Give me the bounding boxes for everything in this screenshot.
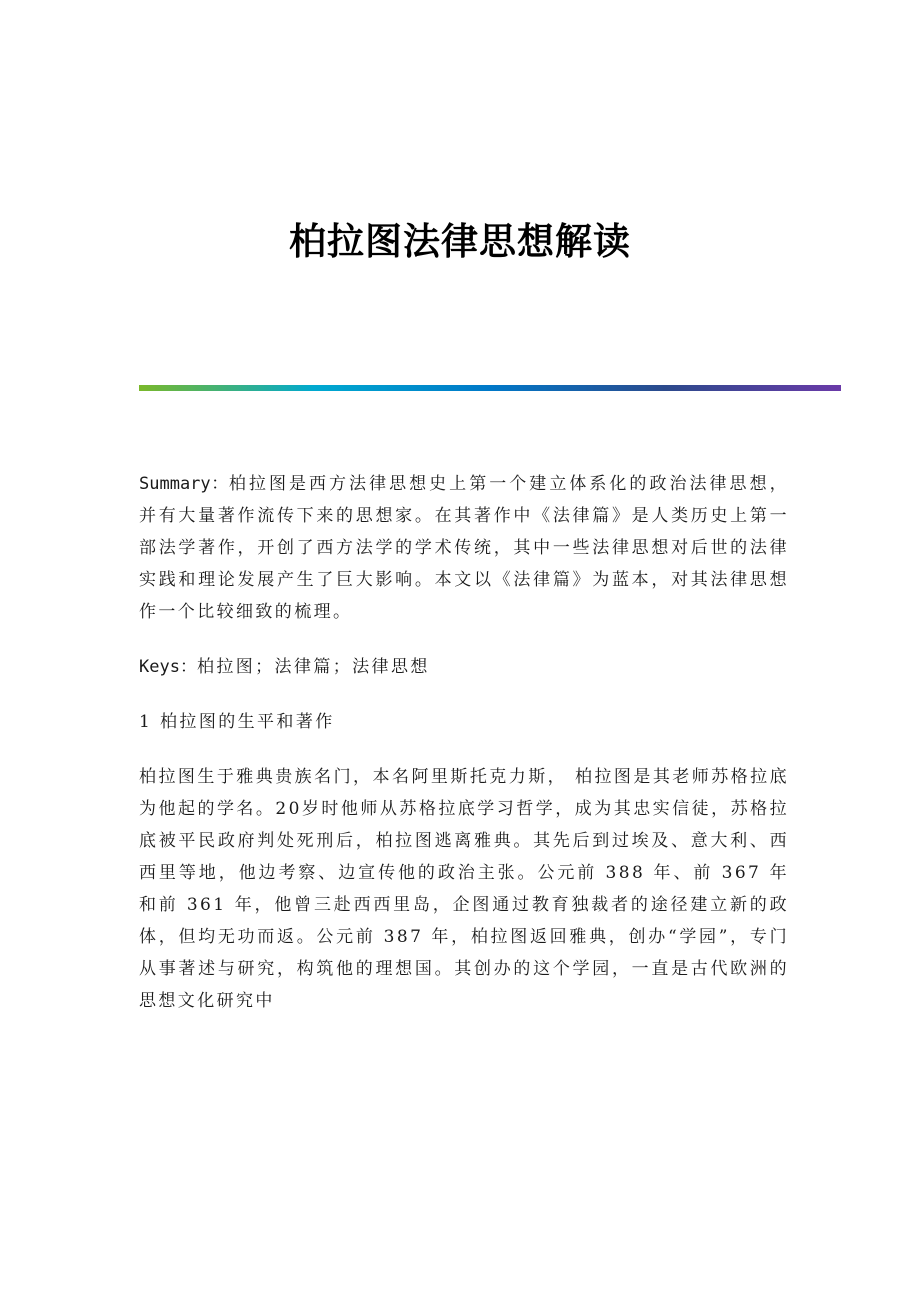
summary-paragraph	[139, 468, 789, 628]
document-body	[139, 468, 789, 1040]
document-title: 柏拉图法律思想解读	[289, 220, 631, 263]
gradient-divider	[139, 385, 841, 391]
keywords-label: Keys：	[139, 657, 197, 677]
keywords-text: 柏拉图；法律篇；法律思想	[196, 657, 430, 677]
summary-text: 柏拉图是西方法律思想史上第一个建立体系化的政治法律思想，并有大量著作流传下来的思想家。在其著作中《法律篇》是人类历史上第一部法学著作，开创了西方法学的学术传统，其中一些法律思想对后世的法律实践和理论发展产生了巨大影响。本文以《法律篇》为蓝本，对其法律思想作一个比较细致的梳理。	[139, 474, 789, 622]
section-heading: 1 柏拉图的生平和著作	[139, 712, 335, 732]
summary-label: Summary：	[139, 474, 229, 494]
keywords-paragraph	[139, 651, 789, 683]
body-paragraph: 柏拉图生于雅典贵族名门，本名阿里斯托克力斯， 柏拉图是其老师苏格拉底为他起的学名。20岁时他师从苏格拉底学习哲学，成为其忠实信徒，苏格拉底被平民政府判处死刑后，柏拉图逃离雅典。其先后到过埃及、意大利、西西里等地，他边考察、边宣传他的政治主张。公元前 388 年、前 367 年和前 361 年，他曾三赴西西里岛，企图通过教育独裁者的途径建立新的政体，但均无功而返。公元前 387 年，柏拉图返回雅典，创办“学园”，专门从事著述与研究，构筑他的理想国。其创办的这个学园，一直是古代欧洲的思想文化研究中	[139, 767, 789, 1011]
